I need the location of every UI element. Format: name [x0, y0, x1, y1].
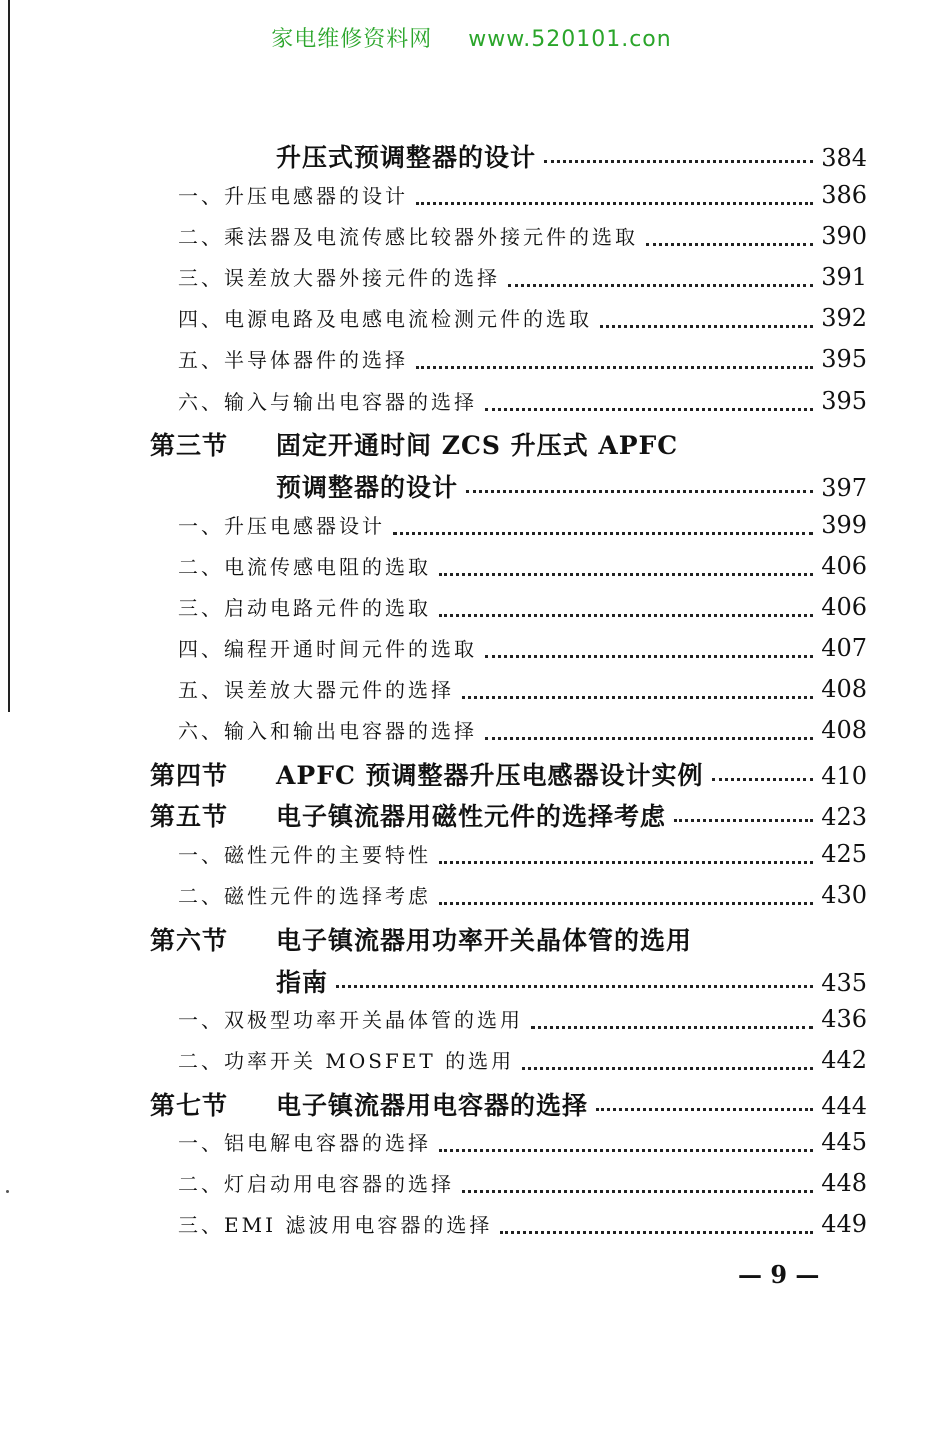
toc-entry-page: 408 — [821, 716, 867, 744]
toc-entry — [178, 262, 867, 302]
toc-section-number: 第四节 — [150, 761, 229, 790]
toc-entry — [178, 344, 867, 384]
toc-entry-page: 444 — [821, 1092, 867, 1120]
toc-entry — [178, 180, 867, 220]
dot-leader — [500, 1231, 813, 1234]
toc-entry-page: 386 — [821, 181, 867, 209]
page-number: — 9 — — [738, 1260, 820, 1289]
toc-entry-title: 四、编程开通时间元件的选取 — [178, 637, 477, 661]
watermark-site-name: 家电维修资料网 — [271, 27, 433, 52]
dot-leader — [600, 325, 813, 328]
toc-section-heading — [150, 756, 867, 796]
dot-leader — [393, 532, 813, 535]
dot-leader — [712, 778, 814, 781]
dot-leader — [439, 861, 813, 864]
toc-entry — [178, 633, 867, 673]
dot-leader — [544, 160, 813, 163]
toc-entry — [276, 468, 867, 508]
dot-leader — [439, 902, 813, 905]
toc-entry-title: 二、灯启动用电容器的选择 — [178, 1172, 454, 1196]
toc-entry-page: 407 — [821, 634, 867, 662]
toc-entry-title: 三、误差放大器外接元件的选择 — [178, 266, 500, 290]
toc-entry-title: 指南 — [276, 968, 329, 997]
toc-entry-title: 电子镇流器用电容器的选择 — [276, 1091, 589, 1120]
toc-entry — [178, 510, 867, 550]
toc-entry-page: 390 — [821, 222, 867, 250]
toc-entry-page: 410 — [821, 762, 867, 790]
dot-leader — [508, 284, 813, 287]
dot-leader — [336, 985, 813, 988]
toc-entry-title: 一、升压电感器设计 — [178, 514, 385, 538]
dot-leader — [646, 243, 813, 246]
toc-entry — [178, 221, 867, 261]
toc-entry-page: 391 — [821, 263, 867, 291]
toc-entry-page: 395 — [821, 345, 867, 373]
toc-entry-title: 五、半导体器件的选择 — [178, 348, 408, 372]
toc-entry — [178, 1209, 867, 1249]
dot-leader — [416, 202, 813, 205]
toc-entry-page: 445 — [821, 1128, 867, 1156]
toc-entry-title: 三、启动电路元件的选取 — [178, 596, 431, 620]
dot-leader — [674, 819, 813, 822]
dot-leader — [485, 408, 813, 411]
toc-entry-page: 406 — [821, 552, 867, 580]
dot-leader — [439, 614, 813, 617]
toc-entry — [178, 1045, 867, 1085]
dot-leader — [596, 1108, 813, 1111]
toc-entry-title: 四、电源电路及电感电流检测元件的选取 — [178, 307, 592, 331]
toc-entry-title: 二、电流传感电阻的选取 — [178, 555, 431, 579]
toc-entry — [276, 138, 867, 178]
toc-entry-title: 升压式预调整器的设计 — [276, 143, 537, 172]
dot-leader — [439, 573, 813, 576]
toc-entry — [178, 592, 867, 632]
toc-section-heading — [150, 797, 867, 837]
toc-entry-title: 三、EMI 滤波用电容器的选择 — [178, 1213, 493, 1237]
toc-entry — [178, 551, 867, 591]
toc-entry-title: 二、功率开关 MOSFET 的选用 — [178, 1049, 515, 1073]
dot-leader — [485, 655, 813, 658]
dot-leader — [531, 1026, 813, 1029]
toc-section-number: 第七节 — [150, 1091, 229, 1120]
toc-entry-page: 448 — [821, 1169, 867, 1197]
toc-entry-page: 392 — [821, 304, 867, 332]
toc-entry — [178, 1004, 867, 1044]
toc-entry-page: 408 — [821, 675, 867, 703]
toc-entry — [178, 386, 867, 426]
watermark-site-url: www.520101.con — [468, 27, 672, 52]
toc-entry — [178, 1127, 867, 1167]
toc-section-heading — [150, 426, 867, 466]
toc-entry — [178, 839, 867, 879]
dot-leader — [416, 366, 813, 369]
toc-section-number: 第六节 — [150, 926, 229, 955]
toc-entry — [178, 303, 867, 343]
toc-entry-page: 436 — [821, 1005, 867, 1033]
dot-leader — [485, 737, 813, 740]
toc-entry-page: 442 — [821, 1046, 867, 1074]
toc-section-heading — [150, 1086, 867, 1126]
toc-entry — [178, 1168, 867, 1208]
toc-entry-page: 425 — [821, 840, 867, 868]
toc-entry-title: 二、磁性元件的选择考虑 — [178, 884, 431, 908]
toc-entry-page: 395 — [821, 387, 867, 415]
toc-entry-page: 406 — [821, 593, 867, 621]
toc-entry-title: 一、双极型功率开关晶体管的选用 — [178, 1008, 523, 1032]
dot-leader — [439, 1149, 813, 1152]
toc-entry-title: 固定开通时间 ZCS 升压式 APFC — [276, 431, 679, 460]
toc-entry-title: 一、升压电感器的设计 — [178, 184, 408, 208]
toc-section-heading — [150, 921, 867, 961]
toc-entry-page: 397 — [821, 474, 867, 502]
toc-entry-title: 六、输入与输出电容器的选择 — [178, 390, 477, 414]
toc-entry-page: 430 — [821, 881, 867, 909]
dot-leader — [466, 490, 813, 493]
toc-entry — [276, 963, 867, 1003]
toc-section-number: 第三节 — [150, 431, 229, 460]
toc-entry-title: APFC 预调整器升压电感器设计实例 — [276, 761, 704, 790]
dot-leader — [462, 696, 813, 699]
toc-entry-title: 一、磁性元件的主要特性 — [178, 843, 431, 867]
toc-entry-page: 423 — [821, 803, 867, 831]
toc-entry-page: 384 — [821, 144, 867, 172]
dot-leader — [462, 1190, 813, 1193]
toc-entry-title: 五、误差放大器元件的选择 — [178, 678, 454, 702]
toc-entry-title: 预调整器的设计 — [276, 473, 459, 502]
toc-entry-page: 435 — [821, 969, 867, 997]
toc-entry-title: 二、乘法器及电流传感比较器外接元件的选取 — [178, 225, 638, 249]
dot-leader — [522, 1067, 813, 1070]
toc-entry — [178, 880, 867, 920]
toc-entry-title: 一、铝电解电容器的选择 — [178, 1131, 431, 1155]
toc-entry-page: 449 — [821, 1210, 867, 1238]
toc-entry — [178, 715, 867, 755]
toc-entry-title: 电子镇流器用磁性元件的选择考虑 — [276, 802, 667, 831]
toc-entry-title: 六、输入和输出电容器的选择 — [178, 719, 477, 743]
toc-section-number: 第五节 — [150, 802, 229, 831]
toc-entry — [178, 674, 867, 714]
toc-entry-title: 电子镇流器用功率开关晶体管的选用 — [276, 926, 693, 955]
toc-entry-page: 399 — [821, 511, 867, 539]
